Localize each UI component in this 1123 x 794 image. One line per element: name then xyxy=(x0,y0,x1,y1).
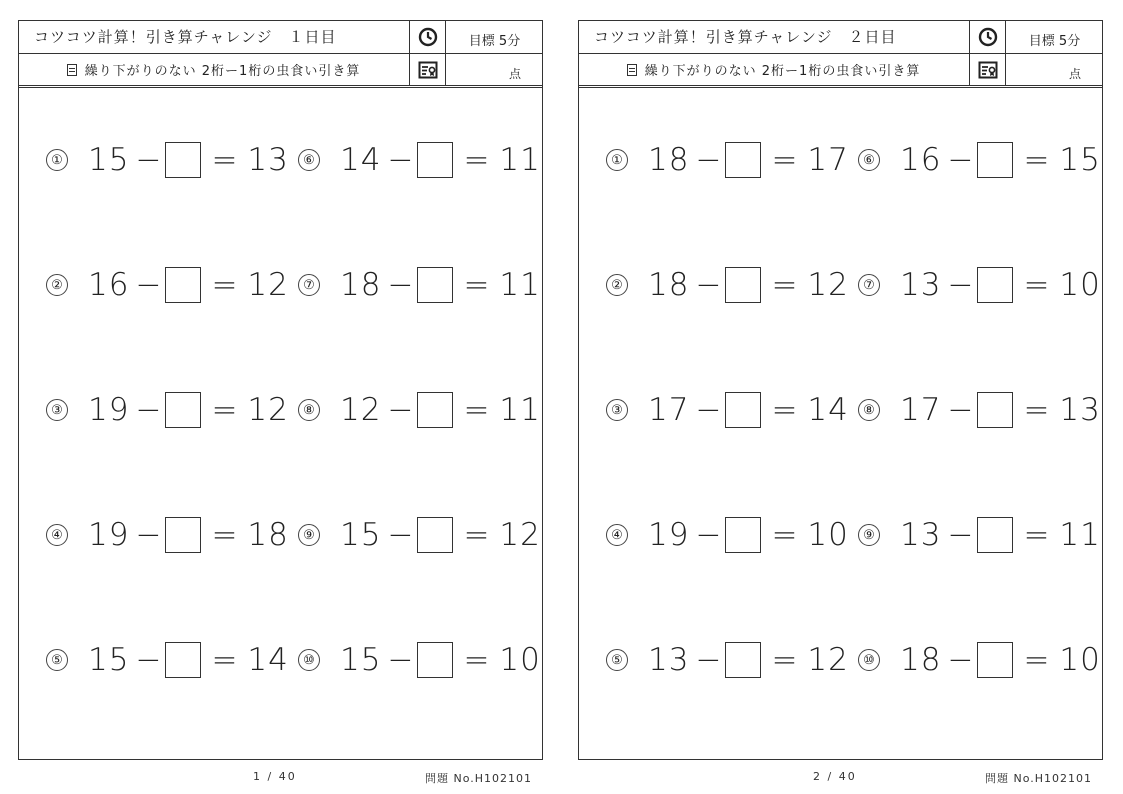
problem-7 xyxy=(858,259,1101,311)
problem-number: ⑧ xyxy=(858,399,880,421)
problem-number: ① xyxy=(606,149,628,171)
minus-sign: − xyxy=(135,267,162,303)
worksheet-day-1 xyxy=(18,20,543,785)
difference: 14 xyxy=(247,642,289,678)
problem-1 xyxy=(46,134,289,186)
problem-number: ④ xyxy=(46,524,68,546)
difference: 14 xyxy=(807,392,849,428)
answer-box[interactable] xyxy=(417,642,453,678)
score-icon xyxy=(970,54,1006,85)
minus-sign: − xyxy=(695,517,722,553)
list-icon xyxy=(627,64,637,76)
equals-sign: = xyxy=(463,517,490,553)
problem-5 xyxy=(606,634,849,686)
equals-sign: = xyxy=(211,267,238,303)
header-row-subtitle xyxy=(18,54,543,88)
minus-sign: − xyxy=(135,142,162,178)
page-number: 2 / 40 xyxy=(813,770,857,783)
difference: 12 xyxy=(807,267,849,303)
difference: 11 xyxy=(1059,517,1101,553)
problem-number: ⑦ xyxy=(298,274,320,296)
sheet-subtitle-wrap xyxy=(578,54,970,85)
header-row-title xyxy=(578,20,1103,54)
problem-number: ③ xyxy=(46,399,68,421)
page-number: 1 / 40 xyxy=(253,770,297,783)
minuend: 19 xyxy=(88,517,130,553)
problem-number: ⑦ xyxy=(858,274,880,296)
minuend: 15 xyxy=(88,142,130,178)
answer-box[interactable] xyxy=(725,392,761,428)
problem-id: 問題 No.H102101 xyxy=(425,772,533,785)
problem-1 xyxy=(606,134,849,186)
minuend: 16 xyxy=(900,142,942,178)
minuend: 19 xyxy=(648,517,690,553)
problem-number: ⑥ xyxy=(858,149,880,171)
minuend: 18 xyxy=(648,142,690,178)
difference: 15 xyxy=(1059,142,1101,178)
clock-icon xyxy=(970,20,1006,53)
problem-number: ⑤ xyxy=(606,649,628,671)
goal-time: 目標 5分 xyxy=(468,34,521,49)
minuend: 12 xyxy=(340,392,382,428)
minus-sign: − xyxy=(387,392,414,428)
answer-box[interactable] xyxy=(977,517,1013,553)
equals-sign: = xyxy=(211,517,238,553)
problem-number: ③ xyxy=(606,399,628,421)
difference: 10 xyxy=(1059,267,1101,303)
equals-sign: = xyxy=(463,642,490,678)
sheet-subtitle: 繰り下がりのない 2桁ー1桁の虫食い引き算 xyxy=(644,64,921,79)
problem-4 xyxy=(46,509,289,561)
minuend: 18 xyxy=(340,267,382,303)
problem-number: ⑨ xyxy=(298,524,320,546)
answer-box[interactable] xyxy=(165,142,201,178)
difference: 11 xyxy=(499,267,541,303)
answer-box[interactable] xyxy=(165,392,201,428)
minuend: 14 xyxy=(340,142,382,178)
problem-7 xyxy=(298,259,541,311)
equals-sign: = xyxy=(211,142,238,178)
minus-sign: − xyxy=(695,267,722,303)
score-label: 点 xyxy=(508,67,521,81)
answer-box[interactable] xyxy=(725,142,761,178)
answer-box[interactable] xyxy=(725,267,761,303)
problem-9 xyxy=(298,509,541,561)
minus-sign: − xyxy=(387,267,414,303)
difference: 13 xyxy=(1059,392,1101,428)
worksheet-day-2 xyxy=(578,20,1103,785)
equals-sign: = xyxy=(771,267,798,303)
clock-icon xyxy=(410,20,446,53)
answer-box[interactable] xyxy=(417,392,453,428)
difference: 18 xyxy=(247,517,289,553)
equals-sign: = xyxy=(211,642,238,678)
minus-sign: − xyxy=(947,142,974,178)
problem-2 xyxy=(46,259,289,311)
problem-8 xyxy=(858,384,1101,436)
minus-sign: − xyxy=(695,642,722,678)
answer-box[interactable] xyxy=(165,642,201,678)
answer-box[interactable] xyxy=(417,517,453,553)
equals-sign: = xyxy=(463,142,490,178)
list-icon xyxy=(67,64,77,76)
problem-number: ⑧ xyxy=(298,399,320,421)
sheet-subtitle-wrap xyxy=(18,54,410,85)
answer-box[interactable] xyxy=(725,642,761,678)
problem-10 xyxy=(858,634,1101,686)
minuend: 17 xyxy=(648,392,690,428)
minus-sign: − xyxy=(695,142,722,178)
minus-sign: − xyxy=(947,642,974,678)
sheet-title: コツコツ計算！引き算チャレンジ ２日目 xyxy=(578,20,970,53)
minus-sign: − xyxy=(947,517,974,553)
difference: 11 xyxy=(499,392,541,428)
problem-6 xyxy=(298,134,541,186)
equals-sign: = xyxy=(771,642,798,678)
problem-number: ⑥ xyxy=(298,149,320,171)
header-row-title xyxy=(18,20,543,54)
sheet-subtitle: 繰り下がりのない 2桁ー1桁の虫食い引き算 xyxy=(84,64,361,79)
problem-5 xyxy=(46,634,289,686)
difference: 10 xyxy=(499,642,541,678)
problem-3 xyxy=(46,384,289,436)
minuend: 15 xyxy=(340,642,382,678)
equals-sign: = xyxy=(1023,142,1050,178)
problem-2 xyxy=(606,259,849,311)
difference: 12 xyxy=(247,267,289,303)
score-label: 点 xyxy=(1068,67,1081,81)
minus-sign: − xyxy=(695,392,722,428)
problem-number: ⑩ xyxy=(298,649,320,671)
difference: 12 xyxy=(807,642,849,678)
answer-box[interactable] xyxy=(977,392,1013,428)
difference: 10 xyxy=(807,517,849,553)
minuend: 15 xyxy=(88,642,130,678)
problem-8 xyxy=(298,384,541,436)
answer-box[interactable] xyxy=(725,517,761,553)
header-row-subtitle xyxy=(578,54,1103,88)
minuend: 13 xyxy=(648,642,690,678)
minus-sign: − xyxy=(387,142,414,178)
sheet-title: コツコツ計算！引き算チャレンジ １日目 xyxy=(18,20,410,53)
difference: 10 xyxy=(1059,642,1101,678)
minus-sign: − xyxy=(947,267,974,303)
minuend: 13 xyxy=(900,267,942,303)
difference: 13 xyxy=(247,142,289,178)
minuend: 15 xyxy=(340,517,382,553)
answer-box[interactable] xyxy=(165,267,201,303)
problem-9 xyxy=(858,509,1101,561)
problem-number: ⑤ xyxy=(46,649,68,671)
problem-3 xyxy=(606,384,849,436)
minus-sign: − xyxy=(387,642,414,678)
minus-sign: − xyxy=(135,517,162,553)
minuend: 17 xyxy=(900,392,942,428)
minus-sign: − xyxy=(947,392,974,428)
equals-sign: = xyxy=(1023,642,1050,678)
answer-box[interactable] xyxy=(165,517,201,553)
minus-sign: − xyxy=(135,392,162,428)
problem-number: ② xyxy=(606,274,628,296)
equals-sign: = xyxy=(1023,267,1050,303)
minuend: 16 xyxy=(88,267,130,303)
answer-box[interactable] xyxy=(977,142,1013,178)
problem-10 xyxy=(298,634,541,686)
problem-number: ④ xyxy=(606,524,628,546)
answer-box[interactable] xyxy=(417,267,453,303)
answer-box[interactable] xyxy=(417,142,453,178)
problem-id: 問題 No.H102101 xyxy=(985,772,1093,785)
problem-number: ⑨ xyxy=(858,524,880,546)
problem-number: ① xyxy=(46,149,68,171)
minuend: 13 xyxy=(900,517,942,553)
goal-time: 目標 5分 xyxy=(1028,34,1081,49)
equals-sign: = xyxy=(1023,392,1050,428)
answer-box[interactable] xyxy=(977,642,1013,678)
problem-4 xyxy=(606,509,849,561)
difference: 11 xyxy=(499,142,541,178)
minuend: 19 xyxy=(88,392,130,428)
score-icon xyxy=(410,54,446,85)
difference: 12 xyxy=(247,392,289,428)
problem-6 xyxy=(858,134,1101,186)
minuend: 18 xyxy=(648,267,690,303)
equals-sign: = xyxy=(771,517,798,553)
equals-sign: = xyxy=(771,392,798,428)
problem-number: ② xyxy=(46,274,68,296)
equals-sign: = xyxy=(771,142,798,178)
equals-sign: = xyxy=(463,392,490,428)
problem-number: ⑩ xyxy=(858,649,880,671)
difference: 17 xyxy=(807,142,849,178)
minuend: 18 xyxy=(900,642,942,678)
minus-sign: − xyxy=(387,517,414,553)
answer-box[interactable] xyxy=(977,267,1013,303)
difference: 12 xyxy=(499,517,541,553)
equals-sign: = xyxy=(463,267,490,303)
equals-sign: = xyxy=(211,392,238,428)
equals-sign: = xyxy=(1023,517,1050,553)
minus-sign: − xyxy=(135,642,162,678)
